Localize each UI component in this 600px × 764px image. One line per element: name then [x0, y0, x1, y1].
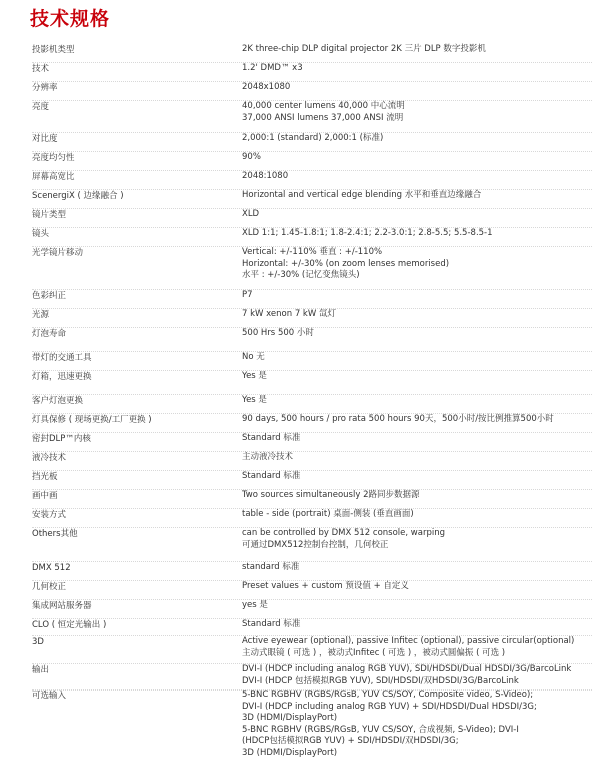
spec-value-line: Horizontal and vertical edge blending 水平和垂直边缘融合	[242, 190, 482, 200]
spec-value	[242, 471, 587, 483]
spec-row	[32, 290, 592, 309]
spec-label: 色彩纠正	[32, 291, 67, 301]
spec-value-line: 90%	[242, 152, 261, 162]
spec-value-line: Two sources simultaneously 2路同步数据源	[242, 490, 420, 500]
spec-value-line: 5-BNC RGBHV (RGBS/RGsB, YUV CS/SOY, Composite video, S-Video);	[242, 690, 534, 700]
spec-value-line: Vertical: +/-110% 垂直 : +/-110%	[242, 247, 383, 257]
spec-label: 可选输入	[32, 691, 67, 701]
spec-value	[242, 528, 587, 551]
spec-value	[242, 352, 587, 364]
spec-value	[242, 82, 587, 94]
spec-value-line: No 无	[242, 352, 265, 362]
spec-value	[242, 452, 587, 464]
spec-row	[32, 247, 592, 290]
spec-value-line: 1.2' DMD™ x3	[242, 63, 303, 73]
spec-value-line: DVI-I (HDCP including analog RGB YUV), SDI/HDSDI/Dual HDSDI/3G/BarcoLink	[242, 664, 572, 674]
spec-label: 画中画	[32, 491, 58, 501]
spec-row	[32, 636, 592, 664]
spec-row	[32, 101, 592, 133]
spec-value-line: 500 Hrs 500 小时	[242, 328, 314, 338]
spec-value-line: 水平 : +/-30% (记忆变焦镜头)	[242, 270, 360, 280]
spec-value	[242, 228, 587, 240]
spec-row	[32, 228, 592, 247]
spec-value-line: Standard 标准	[242, 433, 301, 443]
spec-value	[242, 63, 587, 75]
spec-value	[242, 328, 587, 340]
spec-value-line: Yes 是	[242, 371, 267, 381]
spec-value-line: 2,000:1 (standard) 2,000:1 (标准)	[242, 133, 384, 143]
spec-value-line: Yes 是	[242, 395, 267, 405]
spec-label: CLO ( 恒定光输出 )	[32, 620, 107, 630]
spec-row	[32, 133, 592, 152]
spec-label: 密封DLP™内核	[32, 434, 91, 444]
spec-label: Others其他	[32, 529, 78, 539]
spec-value	[242, 619, 587, 631]
spec-value-line: 3D (HDMI/DisplayPort)	[242, 747, 338, 758]
spec-row	[32, 509, 592, 528]
spec-value-line: Active eyewear (optional), passive Infitec (optional), passive circular(optional)	[242, 636, 575, 646]
spec-value	[242, 414, 587, 426]
spec-label: 输出	[32, 665, 50, 675]
spec-label: 技术	[32, 64, 50, 74]
spec-value-line: 7 kW xenon 7 kW 氙灯	[242, 309, 336, 319]
spec-value	[242, 152, 587, 164]
spec-value-line: (HDCP包括模拟RGB YUV) + SDI/HDSDI/双HDSDI/3G;	[242, 736, 459, 746]
spec-row	[32, 352, 592, 371]
spec-label: 亮度	[32, 102, 50, 112]
spec-label: 灯泡寿命	[32, 329, 67, 339]
spec-row	[32, 152, 592, 171]
spec-row	[32, 562, 592, 581]
spec-value	[242, 636, 587, 659]
spec-value-line: 40,000 center lumens 40,000 中心流明	[242, 101, 405, 111]
spec-value-line: table - side (portrait) 桌面-侧装 (垂直画面)	[242, 509, 414, 519]
spec-value	[242, 509, 587, 521]
spec-value	[242, 395, 587, 407]
spec-label: 光学镜片移动	[32, 248, 84, 258]
spec-label: 亮度均匀性	[32, 153, 75, 163]
spec-value-line: yes 是	[242, 600, 268, 610]
spec-value-line: Standard 标准	[242, 619, 301, 629]
spec-value-line: 主动式眼镜 ( 可选 ) ，被动式Infitec ( 可选 ) ，被动式圆偏振 ( 可选 )	[242, 647, 506, 658]
spec-row	[32, 690, 592, 758]
spec-row	[32, 619, 592, 636]
spec-row	[32, 471, 592, 490]
spec-value-line: 2K three-chip DLP digital projector 2K 三片 DLP 数字投影机	[242, 44, 486, 54]
spec-value	[242, 171, 587, 183]
spec-value	[242, 490, 587, 502]
spec-row	[32, 209, 592, 228]
spec-value-line: 37,000 ANSI lumens 37,000 ANSI 流明	[242, 112, 404, 123]
spec-row	[32, 581, 592, 600]
spec-row	[32, 433, 592, 452]
page-title: 技术规格	[30, 8, 111, 30]
spec-value-line: 3D (HDMI/DisplayPort)	[242, 713, 338, 723]
spec-value-line: Preset values + custom 预设值 + 自定义	[242, 581, 409, 591]
spec-value-line: P7	[242, 290, 253, 300]
spec-label: 镜片类型	[32, 210, 67, 220]
spec-value	[242, 209, 587, 221]
spec-value-line: DVI-I (HDCP including analog RGB YUV) + SDI/HDSDI/Dual HDSDI/3G;	[242, 701, 537, 712]
spec-label: 投影机类型	[32, 45, 75, 55]
spec-row	[32, 63, 592, 82]
spec-row	[32, 82, 592, 101]
spec-row	[32, 600, 592, 619]
spec-label: DMX 512	[32, 563, 71, 573]
spec-value	[242, 44, 587, 56]
spec-label: 灯具保修 ( 现场更换/工厂更换 )	[32, 415, 152, 425]
spec-row	[32, 190, 592, 209]
spec-value-line: XLD 1:1; 1.45-1.8:1; 1.8-2.4:1; 2.2-3.0:1; 2.8-5.5; 5.5-8.5-1	[242, 228, 493, 238]
spec-value	[242, 371, 587, 383]
spec-row	[32, 309, 592, 328]
spec-value-line: 5-BNC RGBHV (RGBS/RGsB, YUV CS/SOY, 合成视频, S-Video); DVI-I	[242, 724, 519, 735]
spec-row	[32, 328, 592, 352]
spec-label: 带灯的交通工具	[32, 353, 92, 363]
spec-value	[242, 190, 587, 202]
spec-label: 屏幕高宽比	[32, 172, 75, 182]
spec-label: 客户灯泡更换	[32, 396, 84, 406]
spec-label: 3D	[32, 637, 44, 647]
spec-value-line: 主动液冷技术	[242, 452, 294, 462]
spec-value	[242, 433, 587, 445]
spec-row	[32, 371, 592, 395]
spec-value-line: standard 标准	[242, 562, 300, 572]
spec-row	[32, 414, 592, 433]
spec-row	[32, 171, 592, 190]
spec-label: ScenergiX ( 边缘融合 )	[32, 191, 124, 201]
spec-value	[242, 581, 587, 593]
spec-label: 对比度	[32, 134, 58, 144]
spec-row	[32, 664, 592, 690]
spec-label: 安装方式	[32, 510, 67, 520]
spec-value-line: Standard 标准	[242, 471, 301, 481]
spec-label: 液冷技术	[32, 453, 67, 463]
spec-row	[32, 490, 592, 509]
spec-value	[242, 309, 587, 321]
spec-value-line: DVI-I (HDCP 包括模拟RGB YUV), SDI/HDSDI/双HDSDI/3G/BarcoLink	[242, 675, 519, 686]
spec-value	[242, 101, 587, 124]
spec-label: 镜头	[32, 229, 50, 239]
spec-value	[242, 664, 587, 687]
spec-label: 集成网站服务器	[32, 601, 92, 611]
spec-value-line: can be controlled by DMX 512 console, warping	[242, 528, 445, 538]
spec-label: 分辨率	[32, 83, 58, 93]
spec-value-line: XLD	[242, 209, 260, 219]
spec-value	[242, 690, 587, 759]
spec-value	[242, 600, 587, 612]
spec-label: 几何校正	[32, 582, 67, 592]
spec-value	[242, 562, 587, 574]
spec-value-line: Horizontal: +/-30% (on zoom lenses memorised)	[242, 258, 450, 269]
spec-row	[32, 395, 592, 414]
spec-value-line: 可通过DMX512控制台控制，几何校正	[242, 539, 389, 550]
spec-value	[242, 247, 587, 282]
spec-row	[32, 44, 592, 63]
spec-row	[32, 452, 592, 471]
spec-row	[32, 528, 592, 562]
spec-value-line: 90 days, 500 hours / pro rata 500 hours 90天，500小时/按比例推算500小时	[242, 414, 554, 424]
spec-label: 灯箱，迅速更换	[32, 372, 92, 382]
spec-label: 光源	[32, 310, 50, 320]
spec-label: 挡光板	[32, 472, 58, 482]
spec-value-line: 2048x1080	[242, 82, 291, 92]
spec-value	[242, 133, 587, 145]
spec-value-line: 2048:1080	[242, 171, 289, 181]
spec-value	[242, 290, 587, 302]
